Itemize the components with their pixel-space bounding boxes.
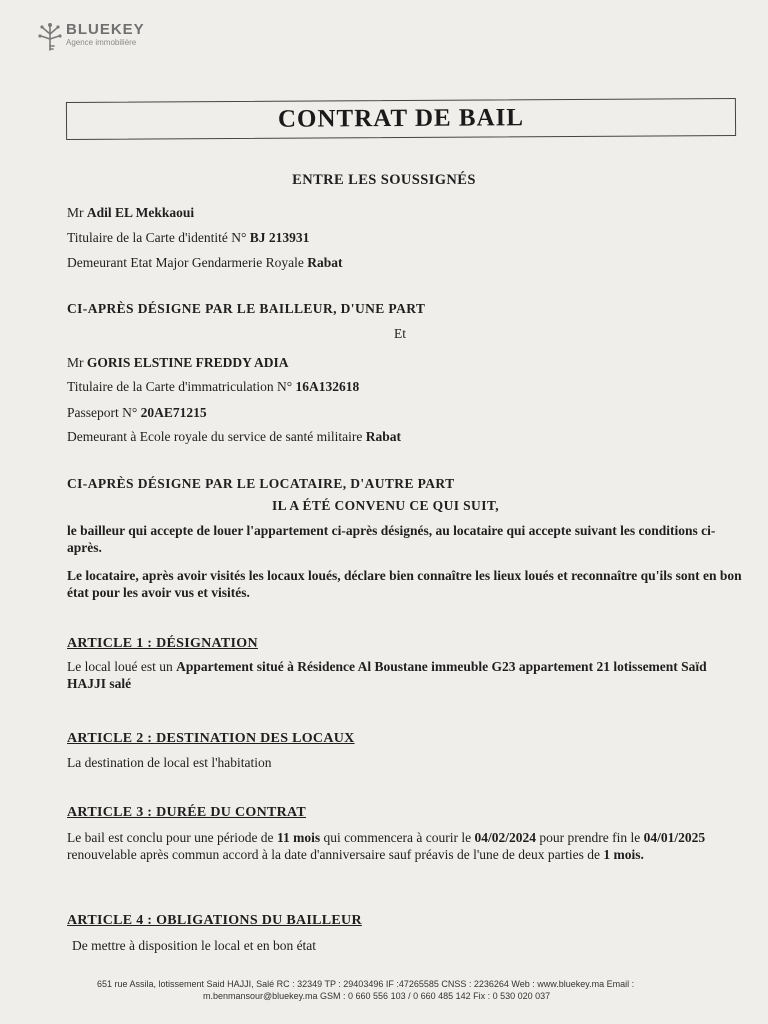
locataire-name: Mr GORIS ELSTINE FREDDY ADIA [67,355,289,370]
article-1-title: ARTICLE 1 : DÉSIGNATION [67,636,258,651]
article-1-text: Le local loué est un Appartement situé à Résidence Al Boustane immeuble G23 appartement 21 lotissement Saïd HAJJI salé [67,659,707,691]
key-tree-icon [38,22,62,52]
intro-paragraph-1: le bailleur qui accepte de louer l'appartement ci-après désignés, au locataire qui accepte suivant les conditions ci-après. [67,523,716,555]
locataire-id: Titulaire de la Carte d'immatriculation N° 16A132618 [67,379,360,394]
document-title: CONTRAT DE BAIL [277,104,525,133]
locataire-designation: CI-APRÈS DÉSIGNE PAR LE LOCATAIRE, D'AUTRE PART [67,476,455,491]
et-separator: Et [394,326,406,341]
logo-name: BLUEKEY [66,21,145,38]
parties-heading: ENTRE LES SOUSSIGNÉS [292,172,476,188]
article-2-text: La destination de local est l'habitation [67,755,272,770]
locataire-address: Demeurant à Ecole royale du service de santé militaire Rabat [67,429,402,444]
article-4-text: De mettre à disposition le local et en bon état [72,938,317,953]
locataire-passport: Passeport N° 20AE71215 [67,405,207,420]
convenu-heading: IL A ÉTÉ CONVENU CE QUI SUIT, [272,498,500,513]
article-3-text: Le bail est conclu pour une période de 11 mois qui commencera à courir le 04/02/2024 pour prendre fin le 04/01/2025 renouvelable après commun accord à la date d'anniversaire sauf préavis de l'une de deux parties de 1 mois. [67,830,706,862]
bailleur-address: Demeurant Etat Major Gendarmerie Royale Rabat [67,255,343,270]
intro-paragraph-2: Le locataire, après avoir visités les locaux loués, déclare bien connaître les lieux loués et reconnaître qu'ils sont en bon état pour les avoir vus et visités. [67,568,742,600]
logo-subtitle: Agence immobilière [66,38,137,47]
bailleur-id: Titulaire de la Carte d'identité N° BJ 213931 [67,230,310,245]
article-3-title: ARTICLE 3 : DURÉE DU CONTRAT [67,805,307,820]
footer-line-1: 651 rue Assila, lotissement Said HAJJI, Salé RC : 32349 TP : 29403496 IF :47265585 CNSS : 2236264 Web : www.bluekey.ma Email : [97,979,635,989]
bluekey-logo [38,22,145,52]
footer-line-2: m.benmansour@bluekey.ma GSM : 0 660 556 103 / 0 660 485 142 Fix : 0 530 020 037 [203,991,551,1001]
bailleur-name: Mr Adil EL Mekkaoui [67,205,195,220]
article-4-title: ARTICLE 4 : OBLIGATIONS DU BAILLEUR [67,913,362,928]
bailleur-designation: CI-APRÈS DÉSIGNE PAR LE BAILLEUR, D'UNE PART [67,301,426,316]
title-box [66,98,736,140]
article-2-title: ARTICLE 2 : DESTINATION DES LOCAUX [67,731,355,746]
